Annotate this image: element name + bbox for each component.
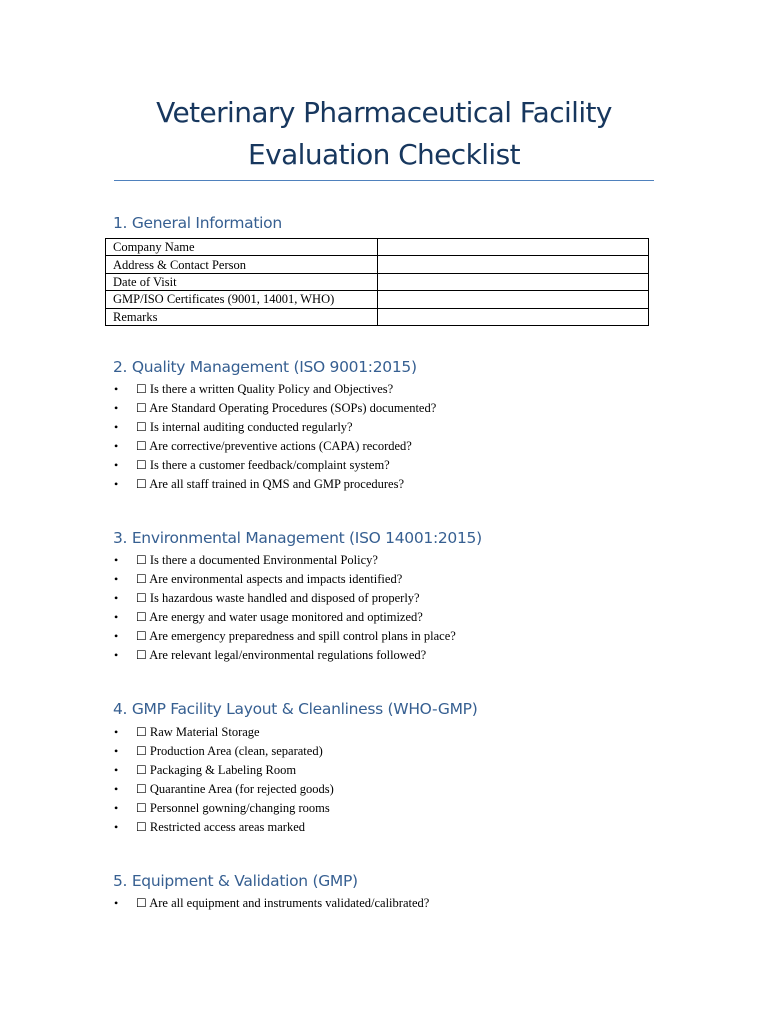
- checkbox-icon[interactable]: ☐: [136, 896, 147, 910]
- checkbox-icon[interactable]: ☐: [136, 801, 147, 816]
- table-row: [106, 239, 649, 256]
- checkbox-icon[interactable]: ☐: [136, 439, 147, 454]
- bullet-icon: •: [114, 477, 119, 492]
- checklist-item-text: Quarantine Area (for rejected goods): [149, 782, 334, 797]
- checkbox-icon[interactable]: ☐: [136, 420, 147, 435]
- checkbox-icon[interactable]: ☐: [136, 763, 147, 778]
- checklist-item-text: Is there a documented Environmental Policy?: [149, 553, 378, 567]
- checklist-item-text: Are energy and water usage monitored and optimized?: [149, 610, 423, 625]
- table-row: [106, 291, 649, 308]
- title-line-2: Evaluation Checklist: [248, 138, 520, 171]
- checklist-item-text: Packaging & Labeling Room: [149, 763, 297, 778]
- bullet-icon: •: [114, 420, 119, 435]
- table-row: [106, 256, 649, 273]
- checklist-item: [113, 799, 334, 818]
- checklist-item: [113, 399, 436, 418]
- table-cell-label: Company Name: [106, 239, 378, 256]
- table-cell-value[interactable]: [378, 239, 649, 256]
- bullet-icon: •: [114, 591, 119, 606]
- table-cell-label: Remarks: [106, 308, 378, 325]
- bullet-icon: •: [114, 401, 119, 416]
- checklist-item: [113, 761, 334, 780]
- checkbox-icon[interactable]: ☐: [136, 458, 147, 473]
- checklist-item: [113, 894, 429, 913]
- table-cell-label: Address & Contact Person: [106, 256, 378, 273]
- checklist-item: [113, 380, 436, 399]
- checklist-item-text: Is there a customer feedback/complaint system?: [149, 458, 390, 473]
- checklist-item-text: Is there a written Quality Policy and Objectives?: [149, 382, 394, 396]
- table-cell-label: Date of Visit: [106, 273, 378, 290]
- checklist-item: [113, 723, 334, 742]
- checklist-facility-layout: [113, 723, 334, 838]
- section-heading-equipment: 5. Equipment & Validation (GMP): [113, 872, 358, 890]
- checklist-item: [113, 742, 334, 761]
- table-cell-value[interactable]: [378, 291, 649, 308]
- bullet-icon: •: [114, 458, 119, 473]
- checklist-item-text: Are emergency preparedness and spill control plans in place?: [149, 629, 456, 644]
- checkbox-icon[interactable]: ☐: [136, 744, 147, 759]
- checkbox-icon[interactable]: ☐: [136, 725, 147, 739]
- checklist-item: [113, 780, 334, 799]
- checklist-item-text: Are corrective/preventive actions (CAPA) recorded?: [149, 439, 412, 454]
- bullet-icon: •: [114, 629, 119, 644]
- checklist-item: [113, 646, 456, 665]
- checklist-item-text: Are all staff trained in QMS and GMP procedures?: [149, 477, 405, 492]
- checklist-item-text: Are environmental aspects and impacts identified?: [149, 572, 403, 587]
- table-cell-label: GMP/ISO Certificates (9001, 14001, WHO): [106, 291, 378, 308]
- bullet-icon: •: [114, 725, 119, 739]
- section-heading-general: 1. General Information: [113, 214, 282, 232]
- table-row: [106, 273, 649, 290]
- checklist-item-text: Are all equipment and instruments validated/calibrated?: [149, 896, 430, 910]
- bullet-icon: •: [114, 782, 119, 797]
- checkbox-icon[interactable]: ☐: [136, 477, 147, 492]
- document-title: [104, 92, 664, 176]
- checkbox-icon[interactable]: ☐: [136, 401, 147, 416]
- table-cell-value[interactable]: [378, 308, 649, 325]
- bullet-icon: •: [114, 610, 119, 625]
- checklist-item: [113, 418, 436, 437]
- checklist-item: [113, 551, 456, 570]
- checkbox-icon[interactable]: ☐: [136, 610, 147, 625]
- checklist-item-text: Is internal auditing conducted regularly?: [149, 420, 353, 435]
- checklist-item: [113, 627, 456, 646]
- bullet-icon: •: [114, 382, 119, 396]
- bullet-icon: •: [114, 896, 119, 910]
- table-row: [106, 308, 649, 325]
- checklist-quality: [113, 380, 436, 495]
- checkbox-icon[interactable]: ☐: [136, 820, 147, 835]
- checklist-item-text: Restricted access areas marked: [149, 820, 306, 835]
- checklist-item: [113, 456, 436, 475]
- title-underline: [114, 180, 654, 181]
- checklist-item: [113, 589, 456, 608]
- checklist-item-text: Are relevant legal/environmental regulations followed?: [149, 648, 427, 663]
- bullet-icon: •: [114, 553, 119, 567]
- checkbox-icon[interactable]: ☐: [136, 782, 147, 797]
- checklist-item: [113, 475, 436, 494]
- bullet-icon: •: [114, 439, 119, 454]
- checklist-item: [113, 818, 334, 837]
- checkbox-icon[interactable]: ☐: [136, 648, 147, 663]
- bullet-icon: •: [114, 744, 119, 759]
- general-info-table: [105, 238, 649, 326]
- checklist-item: [113, 437, 436, 456]
- section-heading-quality: 2. Quality Management (ISO 9001:2015): [113, 358, 417, 376]
- checklist-item-text: Are Standard Operating Procedures (SOPs) documented?: [149, 401, 437, 416]
- table-cell-value[interactable]: [378, 256, 649, 273]
- checkbox-icon[interactable]: ☐: [136, 382, 147, 396]
- bullet-icon: •: [114, 648, 119, 663]
- section-heading-environmental: 3. Environmental Management (ISO 14001:2015): [113, 529, 482, 547]
- checklist-item-text: Raw Material Storage: [149, 725, 260, 739]
- section-heading-facility-layout: 4. GMP Facility Layout & Cleanliness (WHO-GMP): [113, 700, 478, 718]
- checklist-item-text: Personnel gowning/changing rooms: [149, 801, 330, 816]
- checklist-equipment: [113, 894, 429, 913]
- bullet-icon: •: [114, 572, 119, 587]
- checklist-item: [113, 570, 456, 589]
- checklist-environmental: [113, 551, 456, 666]
- checklist-item: [113, 608, 456, 627]
- checkbox-icon[interactable]: ☐: [136, 591, 147, 606]
- checklist-item-text: Production Area (clean, separated): [149, 744, 323, 759]
- title-line-1: Veterinary Pharmaceutical Facility: [156, 96, 612, 129]
- table-cell-value[interactable]: [378, 273, 649, 290]
- checkbox-icon[interactable]: ☐: [136, 572, 147, 587]
- bullet-icon: •: [114, 801, 119, 816]
- checkbox-icon[interactable]: ☐: [136, 629, 147, 644]
- bullet-icon: •: [114, 763, 119, 778]
- checklist-item-text: Is hazardous waste handled and disposed of properly?: [149, 591, 420, 606]
- checkbox-icon[interactable]: ☐: [136, 553, 147, 567]
- bullet-icon: •: [114, 820, 119, 835]
